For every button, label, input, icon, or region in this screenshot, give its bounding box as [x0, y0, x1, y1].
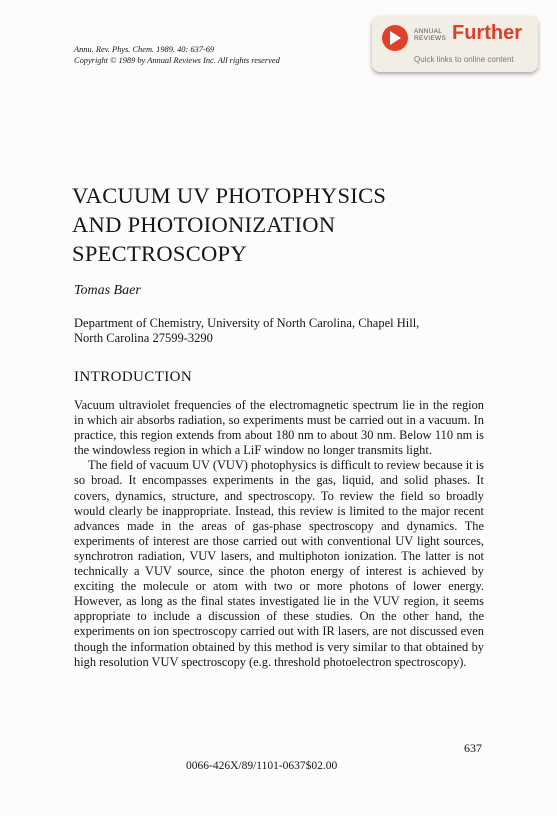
article-body: [74, 398, 484, 670]
title-line-3: SPECTROSCOPY: [72, 241, 247, 266]
affiliation-line-1: Department of Chemistry, University of North Carolina, Chapel Hill,: [74, 316, 420, 330]
play-icon: [382, 25, 408, 51]
page-number: 637: [464, 741, 482, 755]
article-code: 0066-426X/89/1101-0637$02.00: [186, 760, 338, 772]
article-title: [72, 181, 386, 268]
journal-citation: [74, 44, 280, 66]
further-label: Further: [452, 22, 522, 44]
section-heading: INTRODUCTION: [74, 369, 193, 385]
author-name: Tomas Baer: [74, 283, 141, 298]
title-line-1: VACUUM UV PHOTOPHYSICS: [72, 183, 387, 208]
paragraph-2: The field of vacuum UV (VUV) photophysics is difficult to review because it is so broad. It encompasses experiments in the gas, liquid, and solid phases. It covers, dynamics, structure, and spectroscopy. To review the field so broadly would clearly be inappropriate. Instead, this review is limited to the major recent advances made in the areas of gas-phase spectroscopy and dynamics. The experiments of interest are those carried out with conventional UV light sources, synchrotron radiation, VUV lasers, and multiphoton ionization. The latter is not technically a VUV source, since the photon energy of interest is achieved by exciting the molecule or atom with two or more photons of lower energy. However, as long as the final states investigated lie in the VUV region, it seems appropriate to include a discussion of these studies. On the other hand, the experiments on ion spectroscopy carried out with IR lasers, are not discussed even though the information obtained by this method is very similar to that obtained by high resolution VUV spectroscopy (e.g. threshold photoelectron spectroscopy).: [74, 458, 484, 669]
quick-links-label: Quick links to online content: [414, 55, 514, 64]
affiliation-line-2: North Carolina 27599-3290: [74, 331, 213, 345]
title-line-2: AND PHOTOIONIZATION: [72, 212, 336, 237]
author-affiliation: [74, 316, 494, 346]
paragraph-1: Vacuum ultraviolet frequencies of the electromagnetic spectrum lie in the region in which air absorbs radiation, so experiments must be carried out in a vacuum. In practice, this region extends from about 180 nm to about 30 nm. Below 110 nm is the windowless region in which a LiF window no longer transmits light.: [74, 398, 484, 458]
further-links-badge[interactable]: [372, 16, 538, 72]
citation-line-1: Annu. Rev. Phys. Chem. 1989. 40: 637-69: [74, 45, 215, 54]
citation-line-2: Copyright © 1989 by Annual Reviews Inc. All rights reserved: [74, 56, 280, 65]
annual-reviews-logo-text: ANNUAL REVIEWS: [414, 28, 447, 42]
